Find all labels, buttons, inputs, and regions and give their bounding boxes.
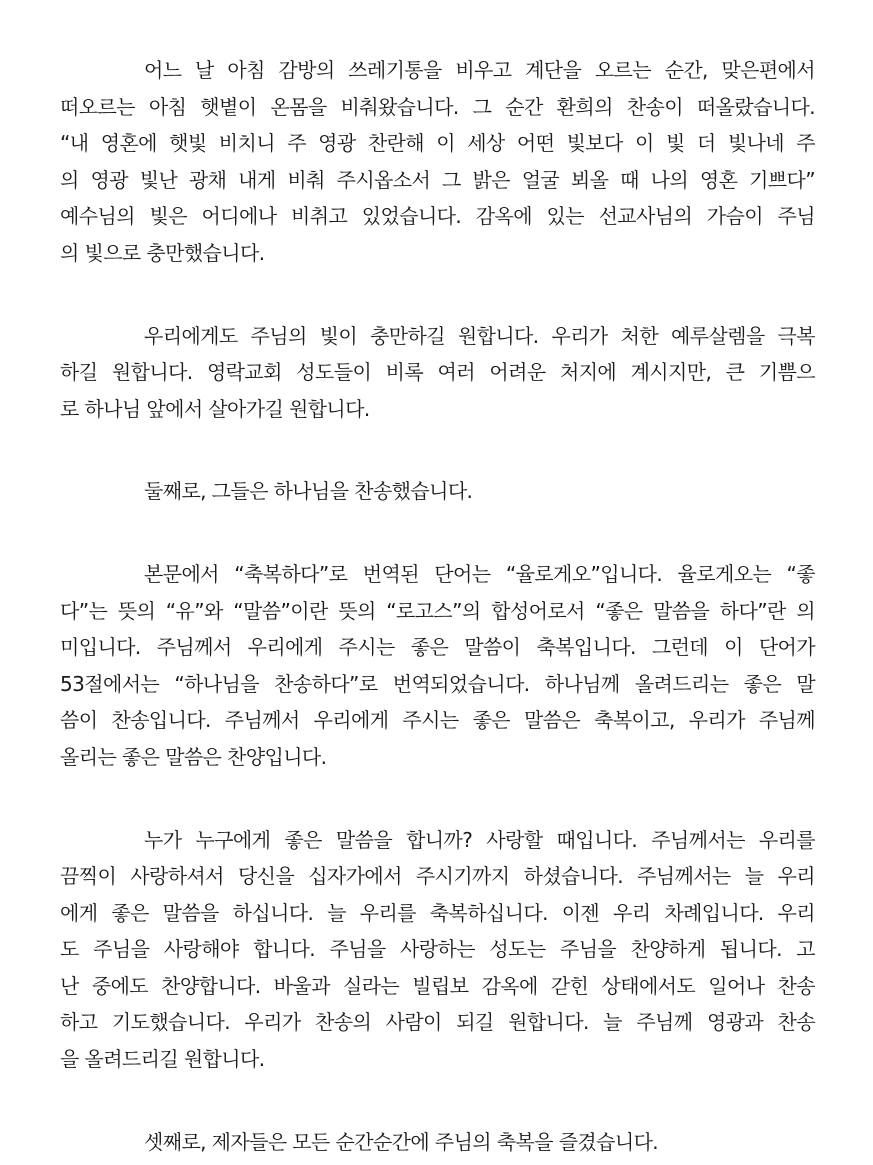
paragraph-5-line-1: 누가 누구에게 좋은 말씀을 합니까? 사랑할 때입니다. 주님께서는 우리를	[144, 827, 815, 852]
paragraph-2-line-1: 우리에게도 주님의 빛이 충만하길 원합니다. 우리가 처한 예루살렘을 극복	[144, 323, 815, 348]
paragraph-4-line-2: 다”는 뜻의 “유”와 “말씀”이란 뜻의 “로고스”의 합성어로서 “좋은 말씀을 하다”란 의	[60, 598, 815, 623]
paragraph-4-line-3: 미입니다. 주님께서 우리에게 주시는 좋은 말씀이 축복입니다. 그런데 이 단어가	[60, 635, 815, 660]
paragraph-1-line-5: 예수님의 빛은 어디에나 비취고 있었습니다. 감옥에 있는 선교사님의 가슴이 주님	[60, 204, 815, 229]
paragraph-5-line-5: 난 중에도 찬양합니다. 바울과 실라는 빌립보 감옥에 갇힌 상태에서도 일어나 찬송	[60, 973, 815, 998]
paragraph-4-line-1: 본문에서 “축복하다”로 번역된 단어는 “율로게오”입니다. 율로게오는 “좋	[144, 561, 815, 586]
paragraph-1-line-1: 어느 날 아침 감방의 쓰레기통을 비우고 계단을 오르는 순간, 맞은편에서	[144, 58, 815, 82]
paragraph-5	[60, 822, 815, 1078]
paragraph-5-line-4: 도 주님을 사랑해야 합니다. 주님을 사랑하는 성도는 주님을 찬양하게 됩니다. 고	[60, 937, 815, 962]
paragraph-1-line-6: 의 빛으로 충만했습니다.	[60, 240, 265, 265]
paragraph-2-line-2: 하길 원합니다. 영락교회 성도들이 비록 여러 어려운 처지에 계시지만, 큰 기쁨으	[60, 360, 815, 385]
paragraph-2	[60, 318, 815, 428]
paragraph-6-line-1: 셋째로, 제자들은 모든 순간순간에 주님의 축복을 즐겼습니다.	[144, 1129, 659, 1154]
paragraph-6	[60, 1124, 815, 1161]
paragraph-5-line-2: 끔찍이 사랑하셔서 당신을 십자가에서 주시기까지 하셨습니다. 주님께서는 늘 우리	[60, 864, 815, 889]
paragraph-1	[60, 52, 815, 272]
paragraph-4	[60, 556, 815, 776]
paragraph-5-line-3: 에게 좋은 말씀을 하십니다. 늘 우리를 축복하십니다. 이젠 우리 차례입니다. 우리	[60, 900, 815, 925]
paragraph-1-line-4: 의 영광 빛난 광채 내게 비춰 주시옵소서 그 밝은 얼굴 뵈올 때 나의 영혼 기쁘다”	[60, 167, 815, 192]
paragraph-5-line-6: 하고 기도했습니다. 우리가 찬송의 사람이 되길 원합니다. 늘 주님께 영광과 찬송	[60, 1010, 815, 1035]
paragraph-4-line-5: 씀이 찬송입니다. 주님께서 우리에게 주시는 좋은 말씀은 축복이고, 우리가 주님께	[60, 708, 815, 733]
paragraph-4-line-4: 53절에서는 “하나님을 찬송하다”로 번역되었습니다. 하나님께 올려드리는 좋은 말	[60, 671, 815, 696]
paragraph-1-line-3: “내 영혼에 햇빛 비치니 주 영광 찬란해 이 세상 어떤 빛보다 이 빛 더 빛나네 주	[60, 131, 815, 156]
paragraph-3-line-1: 둘째로, 그들은 하나님을 찬송했습니다.	[144, 479, 473, 504]
paragraph-3	[60, 473, 815, 510]
paragraph-4-line-6: 올리는 좋은 말씀은 찬양입니다.	[60, 744, 327, 769]
paragraph-5-line-7: 을 올려드리길 원합니다.	[60, 1047, 265, 1072]
paragraph-1-line-2: 떠오르는 아침 햇볕이 온몸을 비춰왔습니다. 그 순간 환희의 찬송이 떠올랐습니다.	[60, 94, 815, 119]
paragraph-2-line-3: 로 하나님 앞에서 살아가길 원합니다.	[60, 396, 370, 421]
